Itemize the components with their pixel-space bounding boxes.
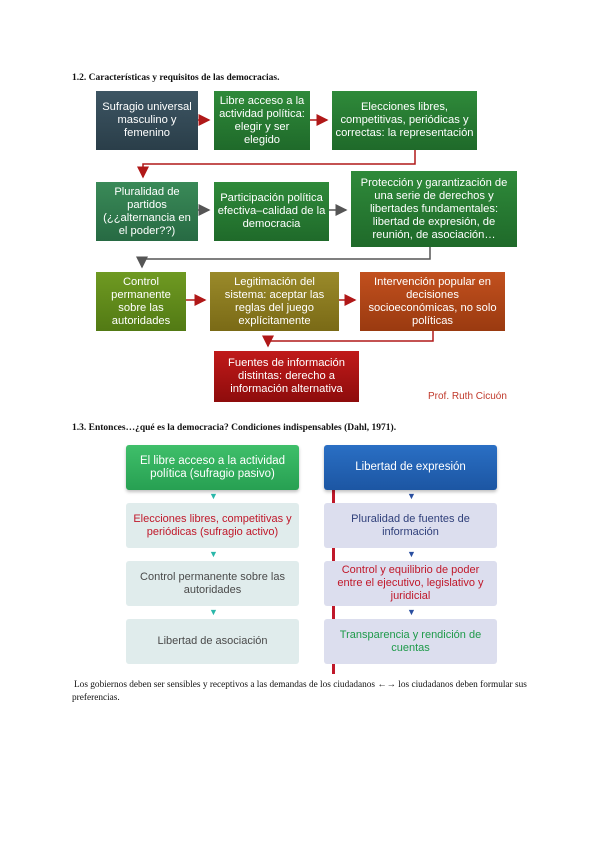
connector-right-2: ▼: [407, 549, 416, 559]
arrow-row3-row4: [268, 331, 433, 346]
req-rights-protection: Protección y garantización de una serie de derechos y libertades fundamentales: libertad de expresión, de reunión, de asociación…: [351, 171, 517, 247]
figure-credit: Prof. Ruth Cicuón: [428, 391, 507, 402]
connector-left-2: ▼: [209, 549, 218, 559]
req-free-elections: Elecciones libres, competitivas, periódicas y correctas: la representación: [332, 91, 477, 150]
condition-freedom-expression: Libertad de expresión: [324, 445, 497, 490]
democracy-requirements-diagram: [90, 89, 530, 402]
condition-freedom-association: Libertad de asociación: [126, 619, 299, 664]
dahl-conditions-diagram: [120, 442, 505, 674]
req-free-access: Libre acceso a la actividad política: elegir y ser elegido: [214, 91, 310, 150]
condition-transparency: Transparencia y rendición de cuentas: [324, 619, 497, 664]
condition-permanent-control: Control permanente sobre las autoridades: [126, 561, 299, 606]
arrow-row2-row3: [142, 247, 430, 267]
req-political-participation: Participación política efectiva–calidad de la democracia: [214, 182, 329, 241]
condition-free-access: El libre acceso a la actividad política (sufragio pasivo): [126, 445, 299, 490]
section-1-3-title: 1.3. Entonces…¿qué es la democracia? Condiciones indispensables (Dahl, 1971).: [72, 423, 397, 433]
condition-information-plurality: Pluralidad de fuentes de información: [324, 503, 497, 548]
req-permanent-control: Control permanente sobre las autoridades: [96, 272, 186, 331]
condition-balance-of-powers: Control y equilibrio de poder entre el ejecutivo, legislativo y juridicial: [324, 561, 497, 606]
section-1-2-title: 1.2. Características y requisitos de las democracias.: [72, 73, 280, 83]
connector-right-1: ▼: [407, 491, 416, 501]
req-system-legitimation: Legitimación del sistema: aceptar las reglas del juego explícitamente: [210, 272, 339, 331]
condition-free-elections: Elecciones libres, competitivas y periódicas (sufragio activo): [126, 503, 299, 548]
body-paragraph: Los gobiernos deben ser sensibles y receptivos a las demandas de los ciudadanos ←→ los ciudadanos deben formular sus preferencias.: [72, 680, 527, 703]
connector-left-3: ▼: [209, 607, 218, 617]
req-universal-suffrage: Sufragio universal masculino y femenino: [96, 91, 198, 150]
req-party-plurality: Pluralidad de partidos (¿¿alternancia en el poder??): [96, 182, 198, 241]
connector-left-1: ▼: [209, 491, 218, 501]
req-information-sources: Fuentes de información distintas: derecho a información alternativa: [214, 351, 359, 402]
req-popular-intervention: Intervención popular en decisiones socioeconómicas, no solo políticas: [360, 272, 505, 331]
connector-right-3: ▼: [407, 607, 416, 617]
